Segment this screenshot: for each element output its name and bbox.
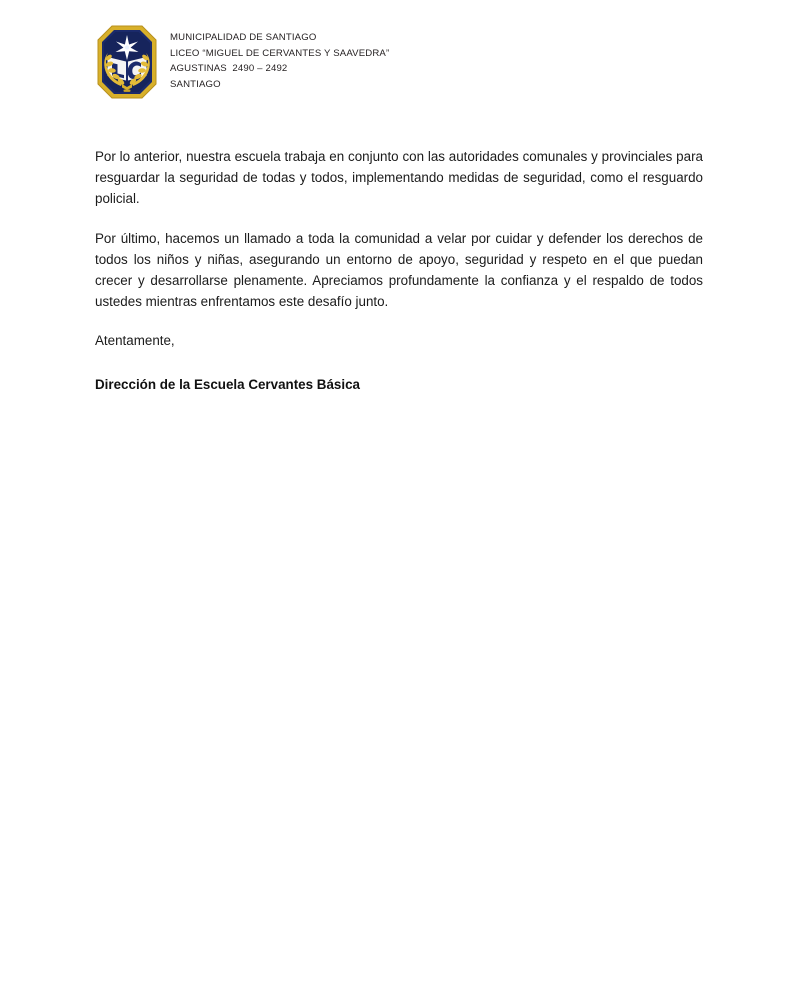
letter-body xyxy=(95,146,703,395)
closing-salutation: Atentamente, xyxy=(95,333,175,349)
signature-block: Dirección de la Escuela Cervantes Básica xyxy=(95,376,360,392)
body-paragraph-1: Por lo anterior, nuestra escuela trabaja en conjunto con las autoridades comunales y provinciales para resguardar la seguridad de todas y todos, implementando medidas de seguridad, como el resguardo policial. xyxy=(95,149,703,207)
letterhead-line-address: AGUSTINAS 2490 – 2492 xyxy=(170,63,288,75)
letterhead-line-municipality: MUNICIPALIDAD DE SANTIAGO xyxy=(170,32,317,43)
school-crest-icon xyxy=(96,24,158,100)
letterhead xyxy=(96,24,389,100)
letterhead-text-block xyxy=(170,24,389,91)
letterhead-line-school: LICEO “MIGUEL DE CERVANTES Y SAAVEDRA” xyxy=(170,47,390,59)
letterhead-line-city: SANTIAGO xyxy=(170,78,221,90)
body-paragraph-2: Por último, hacemos un llamado a toda la comunidad a velar por cuidar y defender los derechos de todos los niños y niñas, asegurando un entorno de apoyo, seguridad y respeto en el que puedan crecer y desarrollarse plenamente. Apreciamos profundamente la confianza y el respaldo de todos ustedes mientras enfrentamos este desafío junto. xyxy=(95,230,703,310)
